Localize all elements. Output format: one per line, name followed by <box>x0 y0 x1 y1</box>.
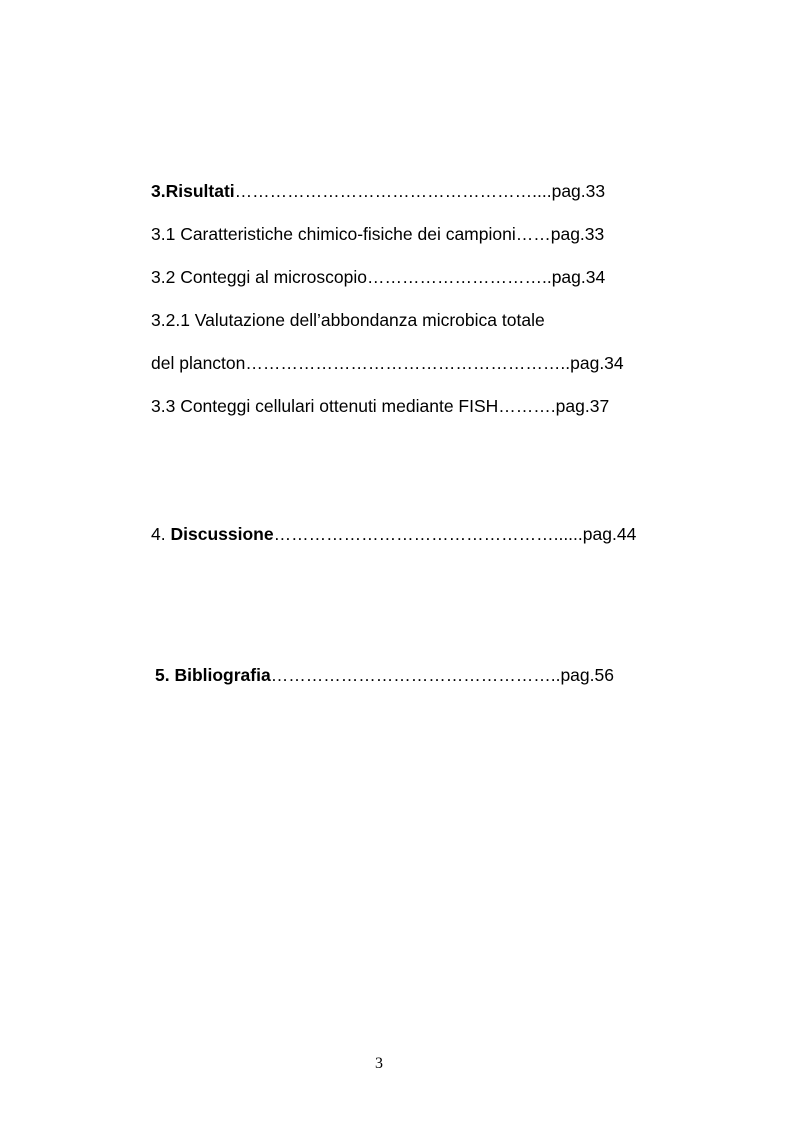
toc-number: 4. <box>151 524 166 544</box>
toc-page-ref: pag.34 <box>570 353 624 373</box>
toc-entry-3-1 <box>151 224 604 244</box>
toc-title: Discussione <box>170 524 274 544</box>
toc-title: 5. Bibliografia <box>155 665 271 685</box>
toc-page-ref: pag.34 <box>551 267 606 287</box>
toc-leader: …………………………………………...... <box>273 524 583 544</box>
toc-entry-4-discussione <box>151 524 636 544</box>
toc-leader: ……………………………………………….. <box>245 353 571 373</box>
toc-title: 3.2.1 Valutazione dell’abbondanza microbica totale <box>151 310 545 330</box>
toc-entry-3-2 <box>151 267 605 287</box>
toc-leader: ………………………….. <box>366 267 552 287</box>
toc-page-ref: pag.33 <box>551 181 606 201</box>
toc-page-ref: pag.33 <box>550 224 605 244</box>
toc-title: 3.2 Conteggi al microscopio <box>151 267 367 287</box>
page-number: 3 <box>375 1055 383 1072</box>
toc-page-ref: pag.44 <box>582 524 637 544</box>
toc-leader: ………………………………………….. <box>270 665 561 685</box>
toc-page-ref: pag.56 <box>560 665 614 685</box>
toc-title: 3.Risultati <box>151 181 235 201</box>
toc-title: 3.1 Caratteristiche chimico-fisiche dei campioni <box>151 224 516 244</box>
toc-page-ref: pag.37 <box>555 396 610 416</box>
toc-entry-3-2-1-line2 <box>151 353 624 373</box>
toc-leader: ………. <box>498 396 556 416</box>
toc-leader: …………………………………………….... <box>234 181 552 201</box>
toc-entry-5-bibliografia <box>155 665 614 685</box>
toc-title: 3.3 Conteggi cellulari ottenuti mediante FISH <box>151 396 499 416</box>
toc-entry-3-3 <box>151 396 609 416</box>
toc-leader: …… <box>515 224 551 244</box>
toc-entry-3-risultati <box>151 181 605 201</box>
toc-entry-3-2-1-line1 <box>151 310 545 330</box>
toc-title-continuation: del plancton <box>151 353 246 373</box>
